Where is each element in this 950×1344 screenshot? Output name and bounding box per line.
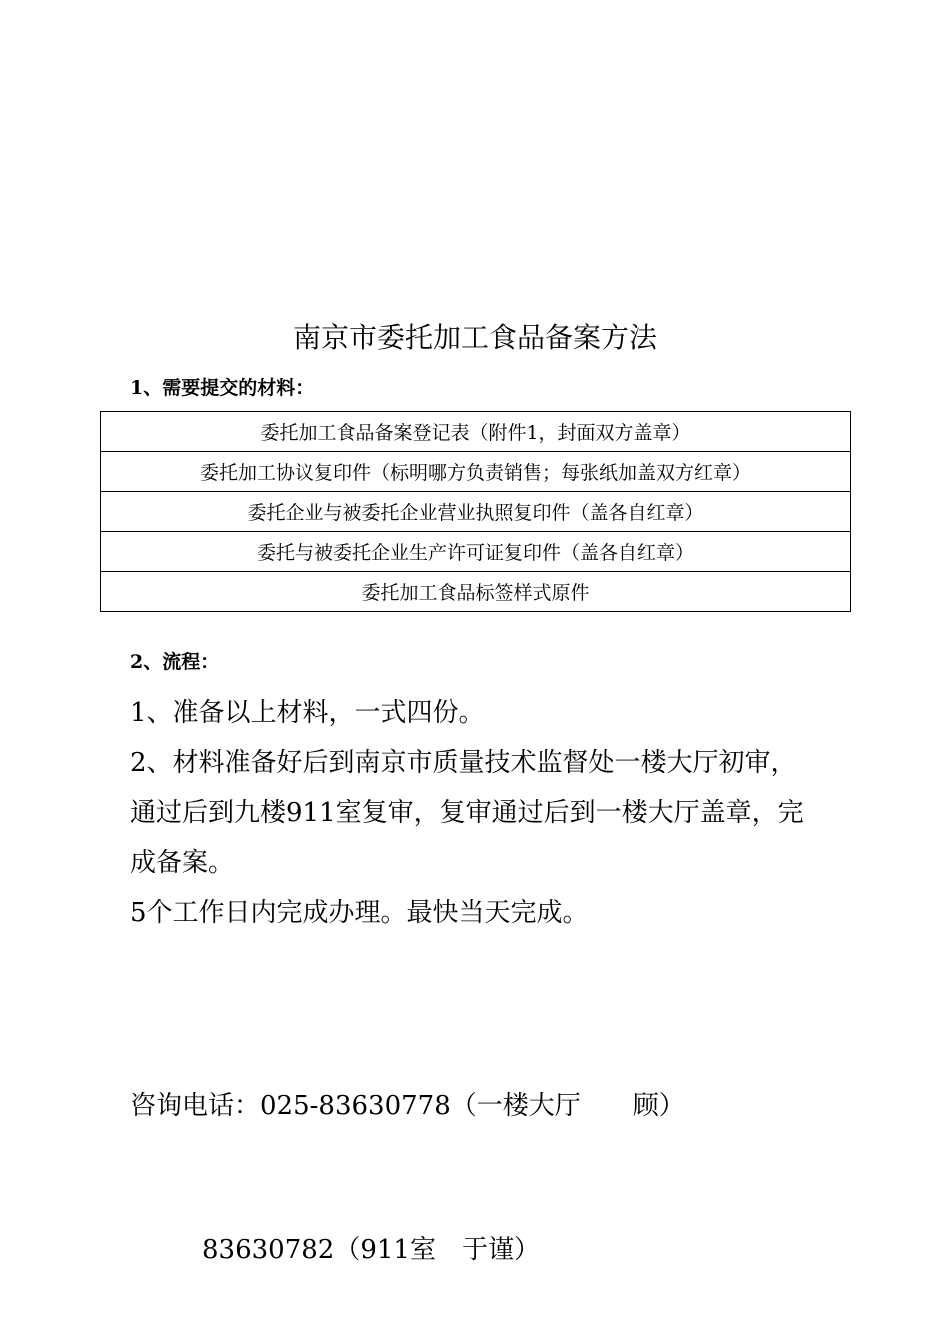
contact-info (130, 986, 685, 1322)
table-row (101, 572, 851, 612)
contact-line-secondary: 83630782（911室 于谨） (202, 1235, 540, 1265)
table-row (101, 452, 851, 492)
table-row (101, 492, 851, 532)
table-row (101, 532, 851, 572)
material-cell: 委托加工食品标签样式原件 (101, 572, 851, 612)
material-cell: 委托与被委托企业生产许可证复印件（盖各自红章） (101, 532, 851, 572)
process-heading: 2、流程： (130, 651, 220, 673)
materials-table (100, 411, 851, 612)
material-cell: 委托加工协议复印件（标明哪方负责销售；每张纸加盖双方红章） (101, 452, 851, 492)
materials-heading: 1、需要提交的材料： (130, 377, 315, 399)
material-cell: 委托企业与被委托企业营业执照复印件（盖各自红章） (101, 492, 851, 532)
process-step: 2、材料准备好后到南京市质量技术监督处一楼大厅初审，通过后到九楼911室复审，复审通过后到一楼大厅盖章，完成备案。 (130, 748, 804, 878)
table-row (101, 412, 851, 452)
material-cell: 委托加工食品备案登记表（附件1，封面双方盖章） (101, 412, 851, 452)
process-steps (130, 688, 820, 938)
document-title: 南京市委托加工食品备案方法 (292, 321, 657, 354)
contact-line-primary: 咨询电话：025-83630778（一楼大厅 顾） (130, 1091, 685, 1121)
process-step: 5个工作日内完成办理。最快当天完成。 (130, 898, 589, 928)
process-step: 1、准备以上材料，一式四份。 (130, 698, 485, 728)
